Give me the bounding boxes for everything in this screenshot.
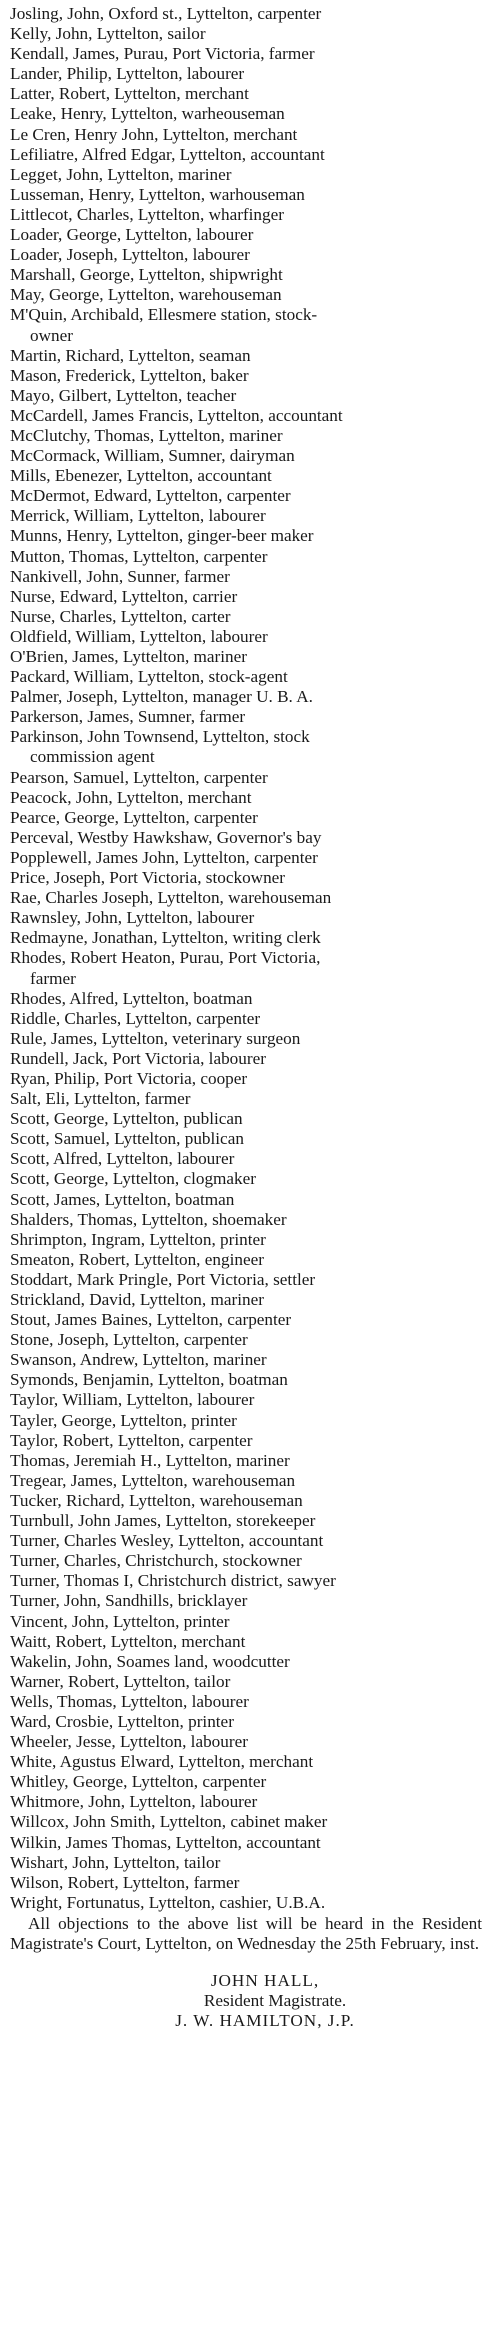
list-entry — [8, 406, 482, 426]
entry-text: Wheeler, Jesse, Lyttelton, labourer — [10, 1732, 248, 1752]
signatory-title: Resident Magistrate. — [203, 1991, 347, 2011]
list-entry — [8, 647, 482, 667]
list-entry — [8, 1109, 482, 1129]
entry-text: Shalders, Thomas, Lyttelton, shoemaker — [10, 1209, 287, 1229]
list-entry — [8, 788, 482, 808]
list-entry — [8, 104, 482, 124]
entry-text: Parkerson, James, Sumner, farmer — [10, 707, 246, 727]
entry-text: Scott, George, Lyttelton, clogmaker — [10, 1169, 256, 1189]
list-entry — [8, 1270, 482, 1290]
entry-text: Scott, Alfred, Lyttelton, labourer — [10, 1149, 235, 1169]
list-entry — [8, 285, 482, 305]
list-entry — [8, 808, 482, 828]
entry-text: Le Cren, Henry John, Lyttelton, merchant — [10, 124, 298, 144]
list-entry — [8, 1431, 482, 1451]
list-entry — [8, 1310, 482, 1330]
list-entry — [8, 1230, 482, 1250]
entry-text: Vincent, John, Lyttelton, printer — [10, 1611, 230, 1631]
list-entry — [8, 1049, 482, 1069]
entry-text: Merrick, William, Lyttelton, labourer — [10, 506, 266, 526]
entry-text: Parkinson, John Townsend, Lyttelton, stock — [10, 727, 310, 747]
list-entry — [8, 888, 482, 908]
list-entry — [8, 486, 482, 506]
entry-text: Munns, Henry, Lyttelton, ginger-beer maker — [10, 526, 314, 546]
list-entry — [8, 4, 482, 24]
list-entry — [8, 1752, 482, 1772]
list-entry — [8, 667, 482, 687]
entry-text: Nankivell, John, Sunner, farmer — [10, 566, 230, 586]
list-entry — [8, 1350, 482, 1370]
entry-text: Lefiliatre, Alfred Edgar, Lyttelton, accountant — [10, 144, 325, 164]
list-entry — [8, 446, 482, 466]
entry-text: Loader, Joseph, Lyttelton, labourer — [10, 245, 250, 265]
list-entry — [8, 1250, 482, 1270]
list-entry — [8, 687, 482, 707]
list-entry — [8, 908, 482, 928]
entry-text: Lander, Philip, Lyttelton, labourer — [10, 64, 245, 84]
entry-text: Martin, Richard, Lyttelton, seaman — [10, 345, 251, 365]
list-entry — [8, 1792, 482, 1812]
entry-text: Pearson, Samuel, Lyttelton, carpenter — [10, 767, 268, 787]
entry-text: Rule, James, Lyttelton, veterinary surgeon — [10, 1028, 301, 1048]
list-entry — [8, 346, 482, 366]
entry-text: Turner, Thomas I, Christchurch district, sawyer — [10, 1571, 336, 1591]
list-entry — [8, 1411, 482, 1431]
entry-text: Redmayne, Jonathan, Lyttelton, writing clerk — [10, 928, 321, 948]
list-entry — [8, 1511, 482, 1531]
list-entry — [8, 44, 482, 64]
entry-text: O'Brien, James, Lyttelton, mariner — [10, 647, 247, 666]
list-entry — [8, 386, 482, 406]
entry-text: Rhodes, Robert Heaton, Purau, Port Victoria, — [10, 948, 321, 968]
entry-text: Mutton, Thomas, Lyttelton, carpenter — [10, 546, 268, 566]
entry-text: Stoddart, Mark Pringle, Port Victoria, settler — [10, 1269, 316, 1289]
entry-text: Shrimpton, Ingram, Lyttelton, printer — [10, 1229, 266, 1249]
list-entry — [8, 1712, 482, 1732]
list-entry — [8, 64, 482, 84]
entry-text: Scott, George, Lyttelton, publican — [10, 1109, 243, 1129]
entry-text: Packard, William, Lyttelton, stock-agent — [10, 667, 288, 687]
list-entry — [8, 1190, 482, 1210]
list-entry — [8, 1612, 482, 1632]
entry-text: Josling, John, Oxford st., Lyttelton, carpenter — [10, 4, 322, 23]
entry-text: Palmer, Joseph, Lyttelton, manager U. B. A. — [10, 687, 313, 707]
list-entry — [8, 526, 482, 546]
list-entry — [8, 1853, 482, 1873]
entry-text: Tucker, Richard, Lyttelton, warehouseman — [10, 1490, 303, 1510]
entry-text: Latter, Robert, Lyttelton, merchant — [10, 84, 249, 104]
list-entry — [8, 727, 482, 767]
entry-text: Tregear, James, Lyttelton, warehouseman — [10, 1470, 296, 1490]
entry-text: Peacock, John, Lyttelton, merchant — [10, 787, 252, 807]
entry-text: Wakelin, John, Soames land, woodcutter — [10, 1651, 290, 1671]
list-entry — [8, 366, 482, 386]
list-entry — [8, 868, 482, 888]
entry-text: Thomas, Jeremiah H., Lyttelton, mariner — [10, 1450, 290, 1470]
entry-text: M'Quin, Archibald, Ellesmere station, stock- — [10, 305, 318, 325]
entry-text: Riddle, Charles, Lyttelton, carpenter — [10, 1008, 261, 1028]
electoral-list — [8, 4, 482, 1913]
list-entry — [8, 1893, 482, 1913]
list-entry — [8, 1692, 482, 1712]
entry-text: Whitley, George, Lyttelton, carpenter — [10, 1772, 267, 1792]
list-entry — [8, 1169, 482, 1189]
entry-text: McClutchy, Thomas, Lyttelton, mariner — [10, 425, 283, 445]
entry-text: Lusseman, Henry, Lyttelton, warhouseman — [10, 184, 305, 204]
entry-text: Turner, John, Sandhills, bricklayer — [10, 1591, 248, 1611]
entry-text: Scott, James, Lyttelton, boatman — [10, 1189, 235, 1209]
list-entry — [8, 768, 482, 788]
entry-text: Willcox, John Smith, Lyttelton, cabinet maker — [10, 1812, 328, 1832]
list-entry — [8, 627, 482, 647]
entry-text: Loader, George, Lyttelton, labourer — [10, 225, 254, 245]
list-entry — [8, 225, 482, 245]
entry-text: Rhodes, Alfred, Lyttelton, boatman — [10, 988, 253, 1008]
list-entry — [8, 1571, 482, 1591]
list-entry — [8, 928, 482, 948]
entry-text: Rae, Charles Joseph, Lyttelton, warehouseman — [10, 888, 332, 908]
list-entry — [8, 1531, 482, 1551]
list-entry — [8, 165, 482, 185]
list-entry — [8, 1471, 482, 1491]
entry-text: Price, Joseph, Port Victoria, stockowner — [10, 868, 286, 888]
entry-text: McCormack, William, Sumner, dairyman — [10, 446, 295, 466]
entry-text: Wilson, Robert, Lyttelton, farmer — [10, 1872, 240, 1892]
entry-text: Warner, Robert, Lyttelton, tailor — [10, 1671, 231, 1691]
list-entry — [8, 1833, 482, 1853]
entry-text: Tayler, George, Lyttelton, printer — [10, 1410, 237, 1430]
entry-text: Whitmore, John, Lyttelton, labourer — [10, 1792, 258, 1812]
entry-text: Marshall, George, Lyttelton, shipwright — [10, 265, 283, 285]
entry-text: Turner, Charles Wesley, Lyttelton, accountant — [10, 1531, 324, 1551]
list-entry — [8, 1370, 482, 1390]
entry-text: Strickland, David, Lyttelton, mariner — [10, 1290, 264, 1309]
entry-text: Wright, Fortunatus, Lyttelton, cashier, U.B.A. — [10, 1892, 326, 1912]
entry-text: Symonds, Benjamin, Lyttelton, boatman — [10, 1370, 288, 1390]
entry-text: Legget, John, Lyttelton, mariner — [10, 164, 232, 184]
list-entry — [8, 1451, 482, 1471]
entry-text: Smeaton, Robert, Lyttelton, engineer — [10, 1249, 264, 1269]
list-entry — [8, 245, 482, 265]
entry-text: Littlecot, Charles, Lyttelton, wharfinger — [10, 204, 284, 224]
list-entry — [8, 1591, 482, 1611]
entry-text: Kendall, James, Purau, Port Victoria, farmer — [10, 44, 315, 64]
entry-text: Popplewell, James John, Lyttelton, carpenter — [10, 847, 318, 867]
list-entry — [8, 1772, 482, 1792]
list-entry — [8, 828, 482, 848]
entry-text: Wells, Thomas, Lyttelton, labourer — [10, 1691, 249, 1711]
list-entry — [8, 185, 482, 205]
entry-text: Rawnsley, John, Lyttelton, labourer — [10, 908, 255, 928]
entry-text: Kelly, John, Lyttelton, sailor — [10, 24, 206, 44]
entry-text: Scott, Samuel, Lyttelton, publican — [10, 1129, 244, 1149]
list-entry — [8, 848, 482, 868]
entry-continuation: commission agent — [30, 747, 155, 767]
entry-text: Oldfield, William, Lyttelton, labourer — [10, 626, 268, 646]
list-entry — [8, 1330, 482, 1350]
list-entry — [8, 1551, 482, 1571]
entry-text: Wilkin, James Thomas, Lyttelton, accountant — [10, 1832, 321, 1852]
entry-text: Ryan, Philip, Port Victoria, cooper — [10, 1068, 248, 1088]
list-entry — [8, 305, 482, 345]
entry-text: McDermot, Edward, Lyttelton, carpenter — [10, 486, 291, 506]
list-entry — [8, 989, 482, 1009]
list-entry — [8, 607, 482, 627]
list-entry — [8, 1491, 482, 1511]
entry-text: Turner, Charles, Christchurch, stockowner — [10, 1551, 302, 1571]
entry-text: Ward, Crosbie, Lyttelton, printer — [10, 1711, 234, 1731]
list-entry — [8, 125, 482, 145]
entry-continuation: owner — [30, 325, 73, 345]
list-entry — [8, 1632, 482, 1652]
list-entry — [8, 547, 482, 567]
list-entry — [8, 466, 482, 486]
entry-text: Waitt, Robert, Lyttelton, merchant — [10, 1631, 246, 1651]
signatory-name: JOHN HALL, — [210, 1971, 320, 1991]
list-entry — [8, 1089, 482, 1109]
list-entry — [8, 1652, 482, 1672]
entry-text: Nurse, Charles, Lyttelton, carter — [10, 606, 231, 626]
list-entry — [8, 587, 482, 607]
list-entry — [8, 1009, 482, 1029]
list-entry — [8, 24, 482, 44]
list-entry — [8, 265, 482, 285]
entry-text: Mills, Ebenezer, Lyttelton, accountant — [10, 466, 272, 486]
entry-text: White, Agustus Elward, Lyttelton, merchant — [10, 1752, 314, 1772]
entry-text: Salt, Eli, Lyttelton, farmer — [10, 1089, 191, 1109]
entry-text: Stout, James Baines, Lyttelton, carpenter — [10, 1310, 292, 1330]
list-entry — [8, 1290, 482, 1310]
entry-text: Turnbull, John James, Lyttelton, storekeeper — [10, 1511, 316, 1531]
entry-text: Nurse, Edward, Lyttelton, carrier — [10, 586, 238, 606]
list-entry — [8, 145, 482, 165]
entry-text: Taylor, William, Lyttelton, labourer — [10, 1390, 255, 1410]
list-entry — [8, 1149, 482, 1169]
list-entry — [8, 426, 482, 446]
entry-text: Swanson, Andrew, Lyttelton, mariner — [10, 1350, 267, 1370]
list-entry — [8, 948, 482, 988]
list-entry — [8, 1129, 482, 1149]
entry-text: Stone, Joseph, Lyttelton, carpenter — [10, 1330, 248, 1350]
list-entry — [8, 84, 482, 104]
list-entry — [8, 1812, 482, 1832]
entry-continuation: farmer — [30, 968, 76, 988]
list-entry — [8, 1029, 482, 1049]
list-entry — [8, 1672, 482, 1692]
entry-text: Leake, Henry, Lyttelton, warheouseman — [10, 104, 285, 124]
list-entry — [8, 1390, 482, 1410]
list-entry — [8, 205, 482, 225]
list-entry — [8, 567, 482, 587]
second-signatory: J. W. HAMILTON, J.P. — [175, 2011, 355, 2031]
list-entry — [8, 1210, 482, 1230]
list-entry — [8, 1873, 482, 1893]
list-entry — [8, 1732, 482, 1752]
list-entry — [8, 1069, 482, 1089]
entry-text: May, George, Lyttelton, warehouseman — [10, 285, 282, 305]
entry-text: Taylor, Robert, Lyttelton, carpenter — [10, 1430, 253, 1450]
entry-text: McCardell, James Francis, Lyttelton, accountant — [10, 405, 343, 425]
entry-text: Pearce, George, Lyttelton, carpenter — [10, 807, 258, 827]
entry-text: Mayo, Gilbert, Lyttelton, teacher — [10, 385, 237, 405]
entry-text: Wishart, John, Lyttelton, tailor — [10, 1852, 221, 1872]
list-entry — [8, 506, 482, 526]
entry-text: Rundell, Jack, Port Victoria, labourer — [10, 1048, 266, 1068]
objections-notice: All objections to the above list will be heard in the Resident Magistrate's Court, Lyttelton, on Wednesday the 25th February, inst. — [10, 1913, 482, 1953]
entry-text: Mason, Frederick, Lyttelton, baker — [10, 365, 249, 385]
list-entry — [8, 707, 482, 727]
entry-text: Perceval, Westby Hawkshaw, Governor's bay — [10, 827, 322, 847]
